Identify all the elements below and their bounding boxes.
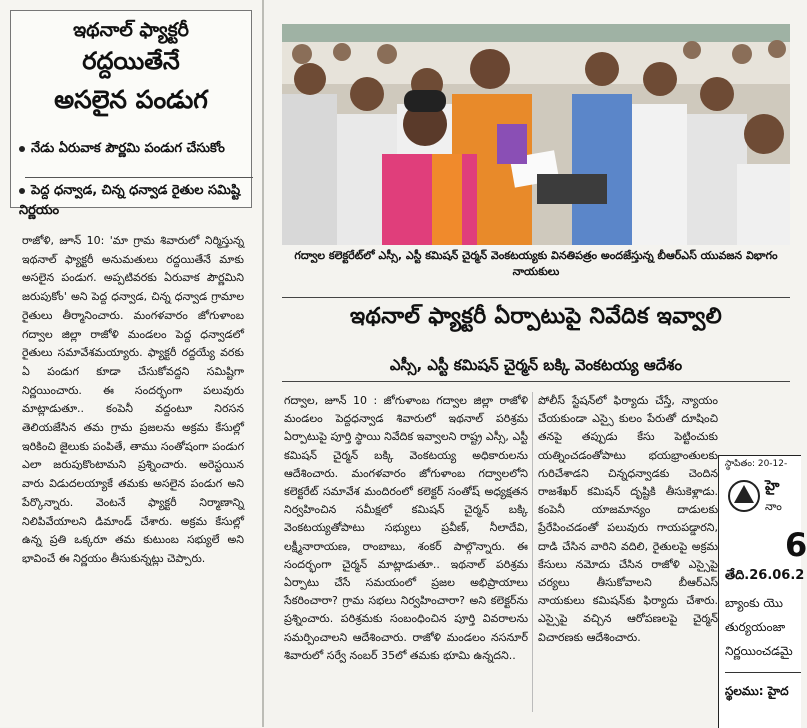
left-bullet-2-text: పెద్ద ధన్వాడ, చిన్న ధన్వాడ రైతుల సమిష్టి నిర్ణయం <box>19 183 241 218</box>
column-divider <box>262 0 264 727</box>
ad-place: స్థలము: హైద <box>725 684 789 698</box>
subheadline-rule <box>282 381 790 382</box>
column-divider <box>532 392 533 712</box>
main-article-column-1: గద్వాల, జూన్ 10 : జోగుళాంబ గద్వాల జిల్లా రాజోళి మండలం పెద్దధన్వాడ శివారులో ఇథనాల్ పరిశ్రమ ఏర్పాటుపై పూర్తి స్థాయి నివేదిక ఇవ్వాలని రాష్ట్ర ఎస్సీ, ఎస్టీ కమిషన్ చైర్మన్ బక్కి వెంకటయ్య అధికారులను ఆదేశించారు. మంగళవారం జోగుళాంబ గద్వాలలోని కలెక్టరేట్ సమావేశ మందిరంలో కలెక్టర్ సంతోష్ అధ్యక్షతన నిర్వహించిన సమీక్షలో కమిషన్ చైర్మన్ బక్కి వెంకటయ్యతోపాటు సభ్యులు ప్రవీణ్, నీలాదేవి, లక్ష్మీనారాయణ, రాంబాబు, శంకర్ పాల్గొన్నారు. ఈ సందర్భంగా చైర్మన్ మాట్లాడుతూ.. ఇథనాల్ పరిశ్రమ ఏర్పాటు చేసే సమయంలో ప్రజల అభిప్రాయాలు సేకరించారా? గ్రామ సభలు నిర్వహించారా? అని కలెక్టర్‌ను ప్రశ్నించారు. పరిశ్రమకు సంబంధించిన పూర్తి వివరాలను సమర్పించాలని ఆదేశించారు. రాజోళి మండలం నసనూర్ శివారులో సర్వే నంబర్ 35లో తమకు భూమి ఉన్నదని.. <box>284 394 528 662</box>
bullet-icon <box>19 188 25 194</box>
sub-headline: ఎస్సీ, ఎస్టీ కమిషన్ చైర్మన్ బక్కి వెంకటయ్య ఆదేశం <box>389 356 683 374</box>
ad-name: హై <box>765 478 780 494</box>
bank-logo-icon <box>727 476 761 516</box>
left-bullet-2 <box>19 181 247 221</box>
left-headline-line-2: రద్దయితేనే <box>82 47 180 75</box>
left-headline-line-1: ఇథనాల్ ఫ్యాక్టరీ <box>73 19 189 41</box>
headline-rule <box>282 297 790 298</box>
ad-rule <box>725 672 801 673</box>
ad-name-2: నాం <box>765 500 782 513</box>
left-article-text: రాజోళి, జూన్ 10: 'మా గ్రామ శివారులో నిర్మిస్తున్న ఇథనాల్ ఫ్యాక్టరీ అనుమతులు రద్దయితేనే మాకు అసలైన పండుగ. అప్పటివరకు ఏరువాక పౌర్ణమిని జరుపుకోం' అని పెద్ద ధన్వాడ, చిన్న ధన్వాడ గ్రామాల రైతులు తీర్మానించారు. మంగళవారం జోగుళాంబ గద్వాల జిల్లా రాజోళి మండలం పెద్ద ధన్వాడలో రైతులు సమావేశమయ్యారు. ఫ్యాక్టరీ రద్దయ్యే వరకు ఏ పండుగ కూడా చేసుకోవద్దని సమిష్టిగా నిర్ణయించారు. ఈ సందర్భంగా పలువురు మాట్లాడుతూ.. కంపెనీ వద్దంటూ నిరసన తెలియజేసిన తమ గ్రామ ప్రజలను అక్రమ కేసుల్లో ఇరికించి జైలుకు పంపితే, తాము సంతోషంగా పండుగ ఎలా జరుపుకొంటామని ప్రశ్నించారు. అరెస్టయిన వారు విడుదలయ్యాకే తమకు అసలైన పండుగ అని పేర్కొన్నారు. వెంటనే ఫ్యాక్టరీ నిర్మాణాన్ని నిలిపివేయాలని డిమాండ్ చేశారు. అక్రమ కేసుల్లో ఉన్న ప్రతి ఒక్కరూ తమ కుటుంబ సభ్యులే అని భావించే ఈ నిర్ణయం తీసుకున్నట్లు చెప్పారు. <box>22 234 244 565</box>
news-photo-illustration <box>282 24 790 245</box>
left-bullet-1-text: నేడు ఏరువాక పౌర్ణమి పండుగ చేసుకోం <box>31 141 225 156</box>
main-article-column-2: పోలీస్ స్టేషన్‌లో ఫిర్యాదు చేస్తే, న్యాయం చేయకుండా ఎస్సై కులం పేరుతో దూషించి తనపై తప్పుడు కేసు పెట్టించుకు యత్నించడంతోపాటు భయభ్రాంతులకు గురిచేశాడని చిన్నధన్వాడకు చెందిన రాజశేఖర్ కమిషన్ దృష్టికి తీసుకెళ్లాడు. కంపెనీ యాజమాన్యం దాడులకు ప్రేరేపించడంతో పలువురు గాయపడ్డారని, దాడి చేసిన వారిని వదిలి, రైతులపై అక్రమ కేసులు నమోదు చేసిన రాజోళి ఎస్సైపై చర్యలు తీసుకోవాలని బీఆర్ఎస్ నాయకులు కమిషన్‌కు ఫిర్యాదు చేశారు. ఎస్సైపై వచ్చిన ఆరోపణలపై చైర్మన్ విచారణకు ఆదేశించారు. <box>538 394 718 644</box>
left-article-body <box>22 232 244 569</box>
ad-big-number: 6 <box>785 526 807 564</box>
bullet-separator <box>25 177 253 178</box>
photo-caption: గద్వాల కలెక్టరేట్‌లో ఎస్సీ, ఎస్టీ కమిషన్ చైర్మన్ వెంకటయ్యకు వినతిపత్రం అందజేస్తున్న బీఆర్ఎస్ యువజన విభాగం నాయకులు <box>294 249 778 278</box>
main-headline: ఇథనాల్ ఫ్యాక్టరీ ఏర్పాటుపై నివేదిక ఇవ్వాలి <box>349 304 723 329</box>
left-headline-box <box>10 10 252 218</box>
bullet-icon <box>19 146 25 152</box>
ad-date: తేది.26.06.2 <box>725 568 805 583</box>
ad-line-1: బ్యాంకు యొ <box>725 596 783 610</box>
ad-established: స్థాపితం: 20-12- <box>725 459 788 469</box>
left-bullet-1 <box>19 139 247 159</box>
ad-line-2: తుర్యయంజా <box>725 620 786 634</box>
ad-line-3: నిర్ణయించడమై <box>725 644 793 658</box>
left-headline-line-3: అసలైన పండుగ <box>54 85 208 114</box>
news-photo <box>282 24 790 245</box>
advertisement-box <box>718 455 807 728</box>
